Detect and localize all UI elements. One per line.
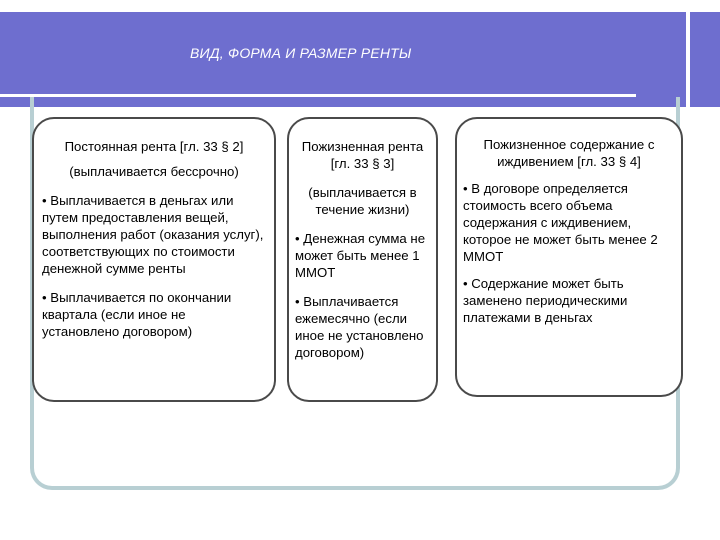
box-subheading: (выплачивается в течение жизни): [308, 185, 417, 217]
box-bullet: • Содержание может быть заменено периодическими платежами в деньгах: [463, 276, 628, 325]
box-bullet: • Денежная сумма не может быть менее 1 ММОТ: [295, 231, 426, 280]
box-bullet: • Выплачивается в деньгах или путем предоставления вещей, выполнения работ (оказания услуг), соответствующих по стоимости денежной сумме ренты: [42, 193, 264, 276]
permanent-rent-box: [32, 117, 276, 402]
box-subheading: (выплачивается бессрочно): [69, 164, 239, 179]
box-heading: Пожизненное содержание с иждивением [гл. 33 § 4]: [483, 137, 655, 169]
lifetime-rent-box: [287, 117, 438, 402]
box-bullet: • В договоре определяется стоимость всего объема содержания с иждивением, которое не может быть менее 2 ММОТ: [463, 181, 658, 264]
box-bullet: • Выплачивается ежемесячно (если иное не установлено договором): [295, 294, 424, 360]
page-title: ВИД, ФОРМА И РАЗМЕР РЕНТЫ: [190, 45, 412, 61]
lifetime-maintenance-box: [455, 117, 683, 397]
box-heading: Пожизненная рента [гл. 33 § 3]: [301, 139, 424, 171]
box-heading: Постоянная рента [гл. 33 § 2]: [64, 139, 244, 154]
banner-divider: [686, 12, 690, 107]
box-bullet: • Выплачивается по окончании квартала (если иное не установлено договором): [42, 290, 232, 339]
